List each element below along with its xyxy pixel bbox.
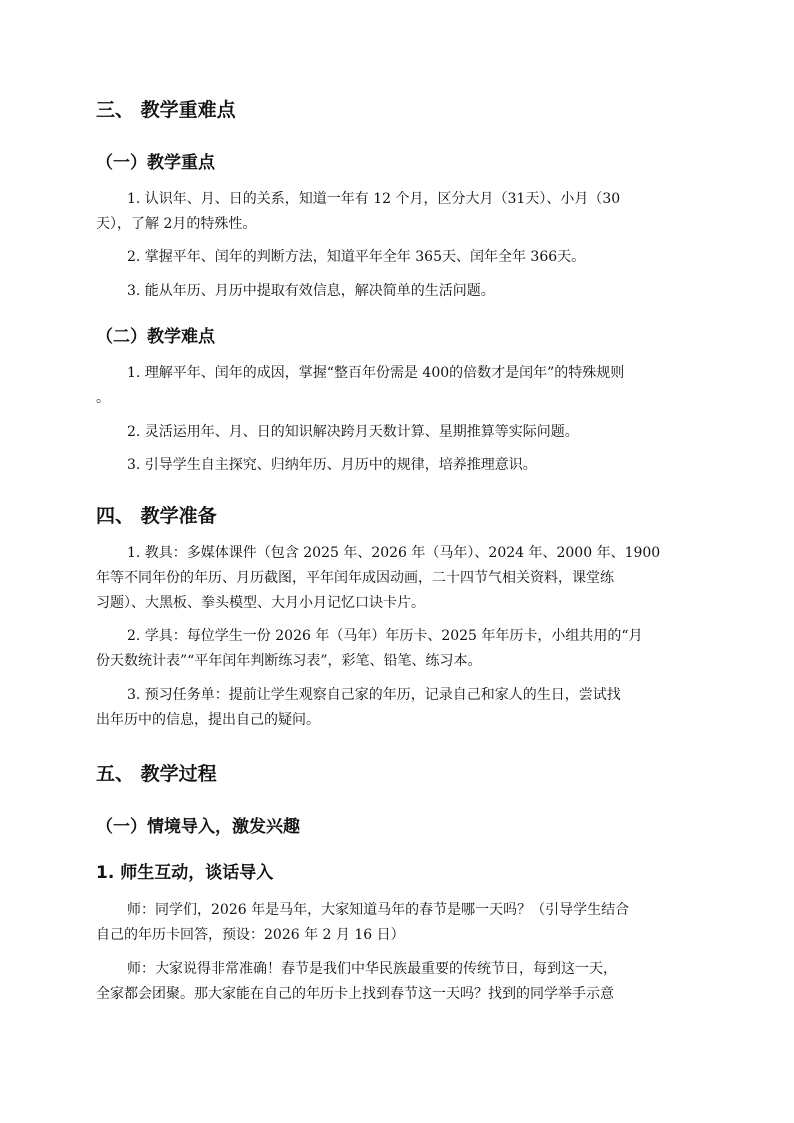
paragraph-preview-task — [96, 683, 698, 733]
section-heading-3: 三、 教学重难点 — [96, 99, 236, 121]
text-line: 1. 教具：多媒体课件（包含 2025 年、2026 年（马年）、2024 年、2000 年、1900 — [127, 545, 661, 561]
text-line: 天），了解 2月的特殊性。 — [96, 216, 257, 232]
subsection-heading-difficulties: （二）教学难点 — [96, 327, 215, 347]
text-line: 师：大家说得非常准确！春节是我们中华民族最重要的传统节日，每到这一天， — [127, 961, 617, 977]
text-line: 1. 认识年、月、日的关系，知道一年有 12 个月，区分大月（31天）、小月（30 — [127, 191, 621, 207]
paragraph-key-point-2 — [96, 245, 698, 270]
text-line: 师：同学们，2026 年是马年，大家知道马年的春节是哪一天吗？（引导学生结合 — [127, 902, 630, 918]
text-line: 3. 能从年历、月历中提取有效信息，解决简单的生活问题。 — [127, 283, 495, 299]
text-line: 3. 预习任务单：提前让学生观察自己家的年历，记录自己和家人的生日，尝试找 — [127, 687, 621, 703]
text-line: 3. 引导学生自主探究、归纳年历、月历中的规律，培养推理意识。 — [127, 457, 537, 473]
text-line: 1. 理解平年、闰年的成因，掌握“整百年份需是 400的倍数才是闰年”的特殊规则 — [127, 365, 625, 381]
text-line: 。 — [96, 390, 110, 406]
text-line: 自己的年历卡回答，预设：2026 年 2 月 16 日） — [96, 927, 405, 943]
text-line: 年等不同年份的年历、月历截图，平年闰年成因动画，二十四节气相关资料，课堂练 — [96, 570, 614, 586]
text-line: 全家都会团聚。那大家能在自己的年历卡上找到春节这一天吗？找到的同学举手示意 — [96, 986, 614, 1002]
paragraph-key-point-3 — [96, 279, 698, 304]
paragraph-dialogue-1 — [96, 898, 698, 948]
paragraph-difficulty-3 — [96, 453, 698, 478]
text-line: 2. 学具：每位学生一份 2026 年（马年）年历卡、2025 年年历卡，小组共用的“月 — [127, 628, 643, 644]
paragraph-dialogue-2 — [96, 957, 698, 1007]
text-line: 份天数统计表”“平年闰年判断练习表”，彩笔、铅笔、练习本。 — [96, 653, 482, 669]
section-heading-5: 五、 教学过程 — [96, 763, 217, 785]
paragraph-difficulty-1 — [96, 361, 698, 411]
item-heading-dialogue: 1. 师生互动，谈话导入 — [96, 863, 274, 883]
paragraph-key-point-1 — [96, 187, 698, 237]
text-line: 出年历中的信息，提出自己的疑问。 — [96, 712, 320, 728]
text-line: 2. 灵活运用年、月、日的知识解决跨月天数计算、星期推算等实际问题。 — [127, 424, 579, 440]
subsection-heading-key-points: （一）教学重点 — [96, 153, 215, 173]
paragraph-teaching-aids — [96, 541, 698, 616]
section-heading-4: 四、 教学准备 — [96, 505, 217, 527]
paragraph-learning-aids — [96, 624, 698, 674]
subsection-heading-introduction: （一）情境导入，激发兴趣 — [96, 817, 300, 837]
paragraph-difficulty-2 — [96, 420, 698, 445]
text-line: 习题）、大黑板、拳头模型、大月小月记忆口诀卡片。 — [96, 595, 425, 611]
text-line: 2. 掌握平年、闰年的判断方法，知道平年全年 365天、闰年全年 366天。 — [127, 249, 586, 265]
